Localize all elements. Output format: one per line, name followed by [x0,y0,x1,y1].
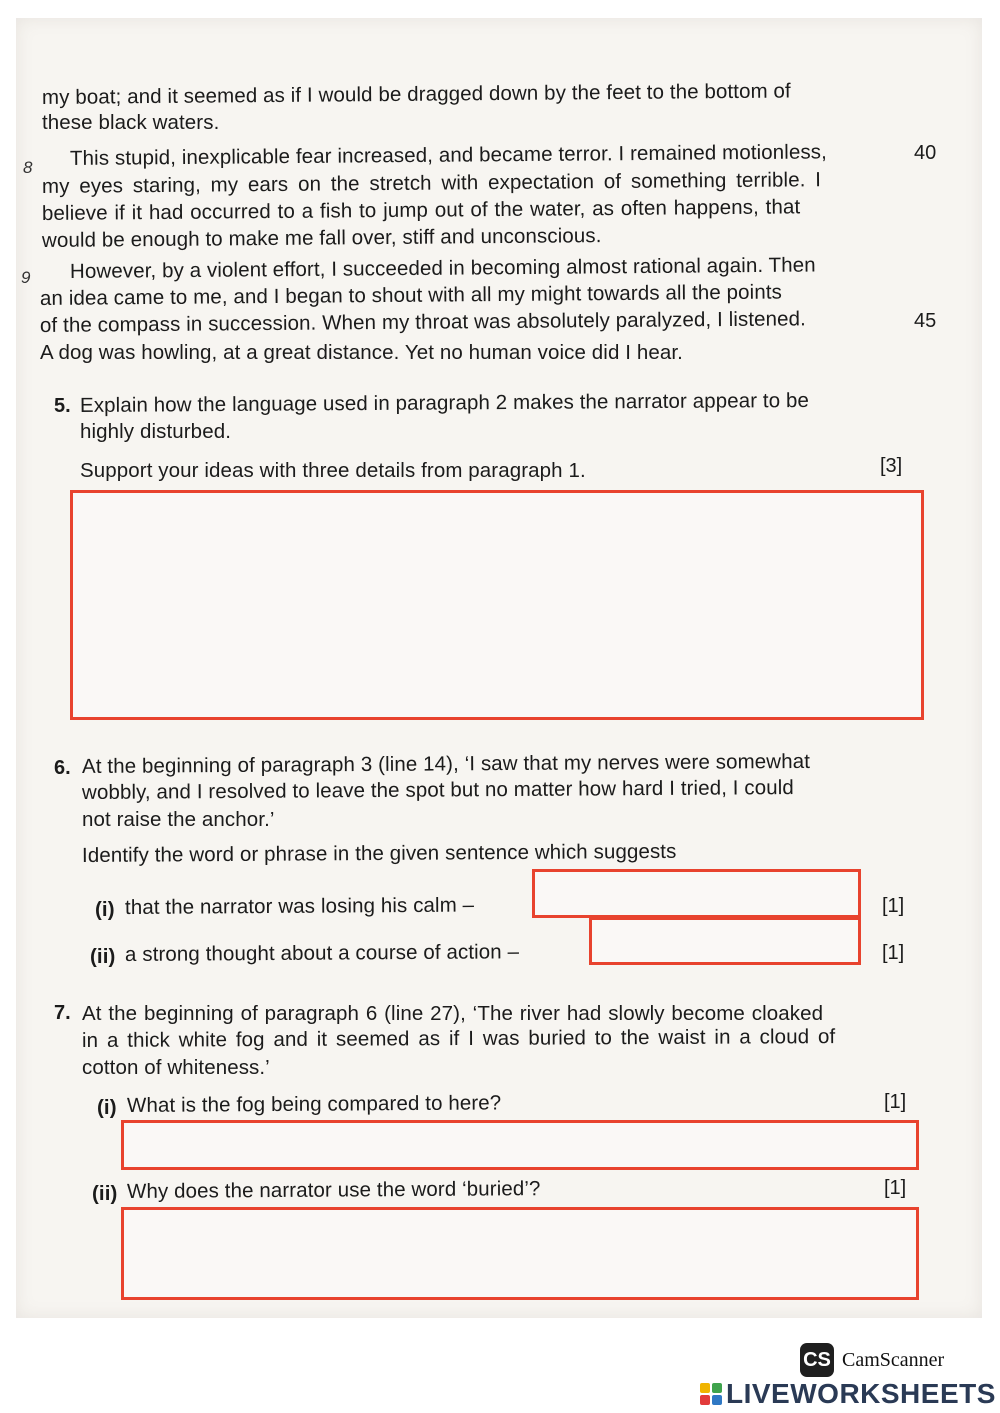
part-text: What is the fog being compared to here? [126,1091,502,1117]
question-text: not raise the anchor.’ [82,808,275,831]
passage-line: would be enough to make me fall over, stiff and unconscious. [41,224,602,252]
mark-allocation: [1] [882,895,905,917]
passage-line: believe if it had occurred to a fish to jump out of the water, as often happens, that [41,195,801,225]
part-label: (i) [97,1096,117,1119]
part-label: (i) [95,898,115,921]
passage-line: my eyes staring, my ears on the stretch with expectation of something terrible. I [41,168,822,198]
passage-line: This stupid, inexplicable fear increased, and became terror. I remained motionless, [69,140,828,170]
part-label: (ii) [90,945,116,968]
question-text: At the beginning of paragraph 6 (line 27), ‘The river had slowly become cloaked [82,1002,824,1025]
question-number: 7. [54,1002,71,1024]
line-number: 45 [914,310,937,332]
camscanner-text: CamScanner [842,1348,945,1371]
question-number: 5. [54,395,71,417]
question-text: cotton of whiteness.’ [82,1056,270,1079]
answer-box-q5[interactable] [70,490,924,720]
passage-line: A dog was howling, at a great distance. Yet no human voice did I hear. [40,341,683,364]
question-text: in a thick white fog and it seemed as if I was buried to the waist in a cloud of [81,1025,836,1052]
question-text: highly disturbed. [80,420,231,443]
passage-line: of the compass in succession. When my throat was absolutely paralyzed, I listened. [39,307,807,337]
question-number: 6. [54,757,71,779]
paragraph-number: 9 [21,268,31,287]
mark-allocation: [1] [884,1177,907,1199]
part-text: that the narrator was losing his calm – [124,893,475,919]
part-text: a strong thought about a course of action – [124,940,520,966]
camscanner-watermark [800,1343,944,1377]
liveworksheets-logo-icon [700,1383,722,1405]
question-text: At the beginning of paragraph 3 (line 14), ‘I saw that my nerves were somewhat [81,749,811,778]
passage-line: my boat; and it seemed as if I would be dragged down by the feet to the bottom of [41,79,791,109]
mark-allocation: [1] [882,942,905,964]
liveworksheets-text: LIVEWORKSHEETS [726,1378,996,1409]
mark-allocation: [3] [880,455,903,477]
question-instruction: Support your ideas with three details from paragraph 1. [80,459,586,482]
mark-allocation: [1] [884,1091,907,1113]
part-text: Why does the narrator use the word ‘buried’? [126,1177,541,1203]
paragraph-number: 8 [23,158,33,177]
answer-box-q6-i[interactable] [532,869,861,918]
answer-box-q7-i[interactable] [121,1120,919,1170]
answer-box-q6-ii[interactable] [589,917,861,965]
passage-line: However, by a violent effort, I succeeded in becoming almost rational again. Then [69,253,816,283]
question-text: wobbly, and I resolved to leave the spot but no matter how hard I tried, I could [81,776,794,804]
part-label: (ii) [92,1182,118,1205]
question-text: Explain how the language used in paragraph 2 makes the narrator appear to be [79,388,810,417]
line-number: 40 [914,142,937,164]
passage-line: these black waters. [42,111,220,134]
question-instruction: Identify the word or phrase in the given sentence which suggests [81,839,677,867]
camscanner-logo-icon: CS [800,1343,834,1377]
answer-box-q7-ii[interactable] [121,1207,919,1300]
passage-line: an idea came to me, and I began to shout with all my might towards all the points [39,280,783,310]
liveworksheets-watermark [700,1378,996,1410]
